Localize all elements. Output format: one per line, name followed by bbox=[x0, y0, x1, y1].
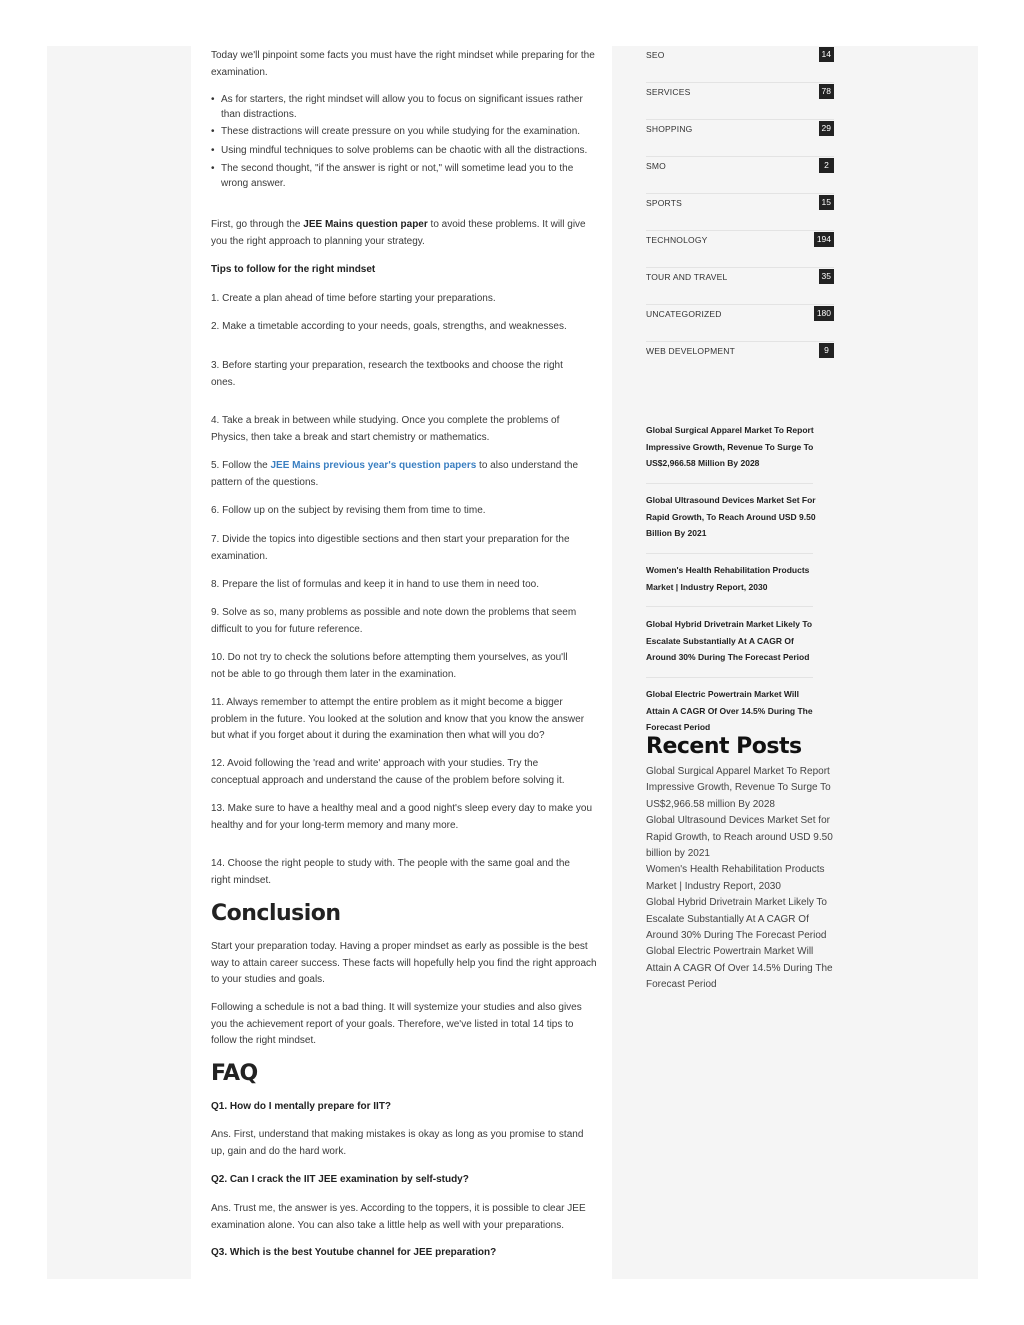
category-label: SERVICES bbox=[646, 87, 691, 97]
category-count-badge: 180 bbox=[814, 306, 834, 321]
category-label: SHOPPING bbox=[646, 124, 693, 134]
category-count-badge: 9 bbox=[819, 343, 834, 358]
category-item-uncategorized[interactable] bbox=[646, 305, 834, 342]
recent-post-link[interactable]: Global Hybrid Drivetrain Market Likely To Escalate Substantially At A CAGR Of Around 30% During The Forecast Period bbox=[646, 897, 827, 942]
tip-item: 9. Solve as so, many problems as possible and note down the problems that seem difficult to you for future reference. bbox=[211, 607, 577, 635]
divider bbox=[646, 553, 813, 554]
faq-answer: Ans. First, understand that making mistakes is okay as long as you promise to stand up, gain and do the hard work. bbox=[211, 1129, 584, 1157]
category-label: TECHNOLOGY bbox=[646, 235, 708, 245]
tip-item: 10. Do not try to check the solutions before attempting them yourselves, as you'll not be able to go through them later in the examination. bbox=[211, 652, 568, 680]
featured-post-link[interactable]: Women's Health Rehabilitation Products Market | Industry Report, 2030 bbox=[646, 565, 810, 592]
conclusion-paragraph: Start your preparation today. Having a proper mindset as early as possible is the best way to attain career success. These facts will hopefully help you find the right approach to your studies and goals. bbox=[211, 941, 597, 985]
tip-item: 6. Follow up on the subject by revising them from time to time. bbox=[211, 505, 486, 516]
category-item-web-development[interactable] bbox=[646, 342, 834, 379]
divider bbox=[646, 677, 813, 678]
recent-posts-list bbox=[646, 764, 834, 994]
faq-heading: FAQ bbox=[211, 1061, 258, 1086]
tip-item: 7. Divide the topics into digestible sections and then start your preparation for the examination. bbox=[211, 534, 570, 562]
jee-previous-papers-link[interactable]: JEE Mains previous year's question papers bbox=[270, 460, 477, 471]
tip-item: 2. Make a timetable according to your needs, goals, strengths, and weaknesses. bbox=[211, 321, 567, 332]
featured-post-link[interactable]: Global Surgical Apparel Market To Report Impressive Growth, Revenue To Surge To US$2,966.58 Million By 2028 bbox=[646, 425, 814, 468]
tip-item: 8. Prepare the list of formulas and keep it in hand to use them in need too. bbox=[211, 579, 539, 590]
conclusion-paragraph: Following a schedule is not a bad thing. It will systemize your studies and also gives you the achievement report of your goals. Therefore, we've listed in total 14 tips to follow the right mindset. bbox=[211, 1002, 582, 1046]
bullet-item: • These distractions will create pressure on you while studying for the examination. bbox=[211, 124, 597, 139]
featured-post-link[interactable]: Global Hybrid Drivetrain Market Likely To Escalate Substantially At A CAGR Of Around 30% During The Forecast Period bbox=[646, 619, 813, 662]
divider bbox=[646, 483, 813, 484]
first-paragraph: First, go through the JEE Mains question paper to avoid these problems. It will give you the right approach to planning your strategy. bbox=[211, 219, 586, 247]
category-count-badge: 15 bbox=[819, 195, 834, 210]
category-item-tour-and-travel[interactable] bbox=[646, 268, 834, 305]
category-count-badge: 35 bbox=[819, 269, 834, 284]
category-item-shopping[interactable] bbox=[646, 120, 834, 157]
tip-item: 12. Avoid following the 'read and write' approach with your studies. Try the conceptual approach and understand the cause of the problem before solving it. bbox=[211, 758, 565, 786]
tips-heading: Tips to follow for the right mindset bbox=[211, 264, 376, 275]
faq-question: Q1. How do I mentally prepare for IIT? bbox=[211, 1101, 392, 1112]
category-label: UNCATEGORIZED bbox=[646, 309, 722, 319]
bullet-item: • As for starters, the right mindset will allow you to focus on significant issues rather than distractions. bbox=[211, 92, 597, 122]
category-item-sports[interactable] bbox=[646, 194, 834, 231]
intro-paragraph: Today we'll pinpoint some facts you must have the right mindset while preparing for the examination. bbox=[211, 50, 595, 78]
bullet-item: • The second thought, "if the answer is right or not," will sometime lead you to the wrong answer. bbox=[211, 161, 597, 191]
faq-question: Q2. Can I crack the IIT JEE examination by self-study? bbox=[211, 1174, 469, 1185]
tip-item: 4. Take a break in between while studying. Once you complete the problems of Physics, then take a break and start chemistry or mathematics. bbox=[211, 415, 560, 443]
tip-item: 3. Before starting your preparation, research the textbooks and choose the right ones. bbox=[211, 360, 563, 388]
faq-answer: Ans. Trust me, the answer is yes. According to the toppers, it is possible to clear JEE examination alone. You can also take a little help as well with your preparations. bbox=[211, 1203, 586, 1231]
recent-post-link[interactable]: Global Electric Powertrain Market Will Attain A CAGR Of Over 14.5% During The Forecast Period bbox=[646, 946, 833, 991]
category-item-technology[interactable] bbox=[646, 231, 834, 268]
category-count-badge: 78 bbox=[819, 84, 834, 99]
category-count-badge: 194 bbox=[814, 232, 834, 247]
category-item-smo[interactable] bbox=[646, 157, 834, 194]
tip-item: 11. Always remember to attempt the entire problem as it might become a bigger problem in the future. You looked at the solution and know that you know the answer but what if you forget about it during the examination then what will you do? bbox=[211, 697, 585, 741]
recent-post-link[interactable]: Global Ultrasound Devices Market Set for Rapid Growth, to Reach around USD 9.50 billion by 2021 bbox=[646, 815, 833, 860]
category-label: SPORTS bbox=[646, 198, 682, 208]
mindset-bullet-list bbox=[211, 92, 597, 191]
recent-posts-heading: Recent Posts bbox=[646, 734, 802, 759]
faq-question: Q3. Which is the best Youtube channel for JEE preparation? bbox=[211, 1247, 497, 1258]
recent-post-link[interactable]: Women's Health Rehabilitation Products Market | Industry Report, 2030 bbox=[646, 864, 825, 892]
tip-item: 5. Follow the JEE Mains previous year's question papers to also understand the pattern of the questions. bbox=[211, 460, 579, 488]
category-count-badge: 2 bbox=[819, 158, 834, 173]
category-label: SEO bbox=[646, 50, 665, 60]
recent-post-link[interactable]: Global Surgical Apparel Market To Report Impressive Growth, Revenue To Surge To US$2,966.58 million By 2028 bbox=[646, 766, 831, 810]
featured-post-link[interactable]: Global Ultrasound Devices Market Set For Rapid Growth, To Reach Around USD 9.50 Billion By 2021 bbox=[646, 495, 816, 538]
tip-item: 13. Make sure to have a healthy meal and a good night's sleep every day to make you healthy and for your long-term memory and many more. bbox=[211, 803, 593, 831]
tip-item: 1. Create a plan ahead of time before starting your preparations. bbox=[211, 293, 496, 304]
bullet-item: • Using mindful techniques to solve problems can be chaotic with all the distractions. bbox=[211, 143, 597, 158]
divider bbox=[646, 606, 813, 607]
conclusion-heading: Conclusion bbox=[211, 901, 341, 926]
category-item-seo[interactable] bbox=[646, 46, 834, 83]
featured-post-link[interactable]: Global Electric Powertrain Market Will Attain A CAGR Of Over 14.5% During The Forecast Period bbox=[646, 689, 813, 732]
tip-item: 14. Choose the right people to study with. The people with the same goal and the right mindset. bbox=[211, 858, 570, 886]
category-count-badge: 14 bbox=[819, 47, 834, 62]
jee-question-paper-text: JEE Mains question paper bbox=[303, 219, 428, 230]
category-count-badge: 29 bbox=[819, 121, 834, 136]
category-label: WEB DEVELOPMENT bbox=[646, 346, 735, 356]
category-label: TOUR AND TRAVEL bbox=[646, 272, 728, 282]
category-item-services[interactable] bbox=[646, 83, 834, 120]
category-label: SMO bbox=[646, 161, 666, 171]
